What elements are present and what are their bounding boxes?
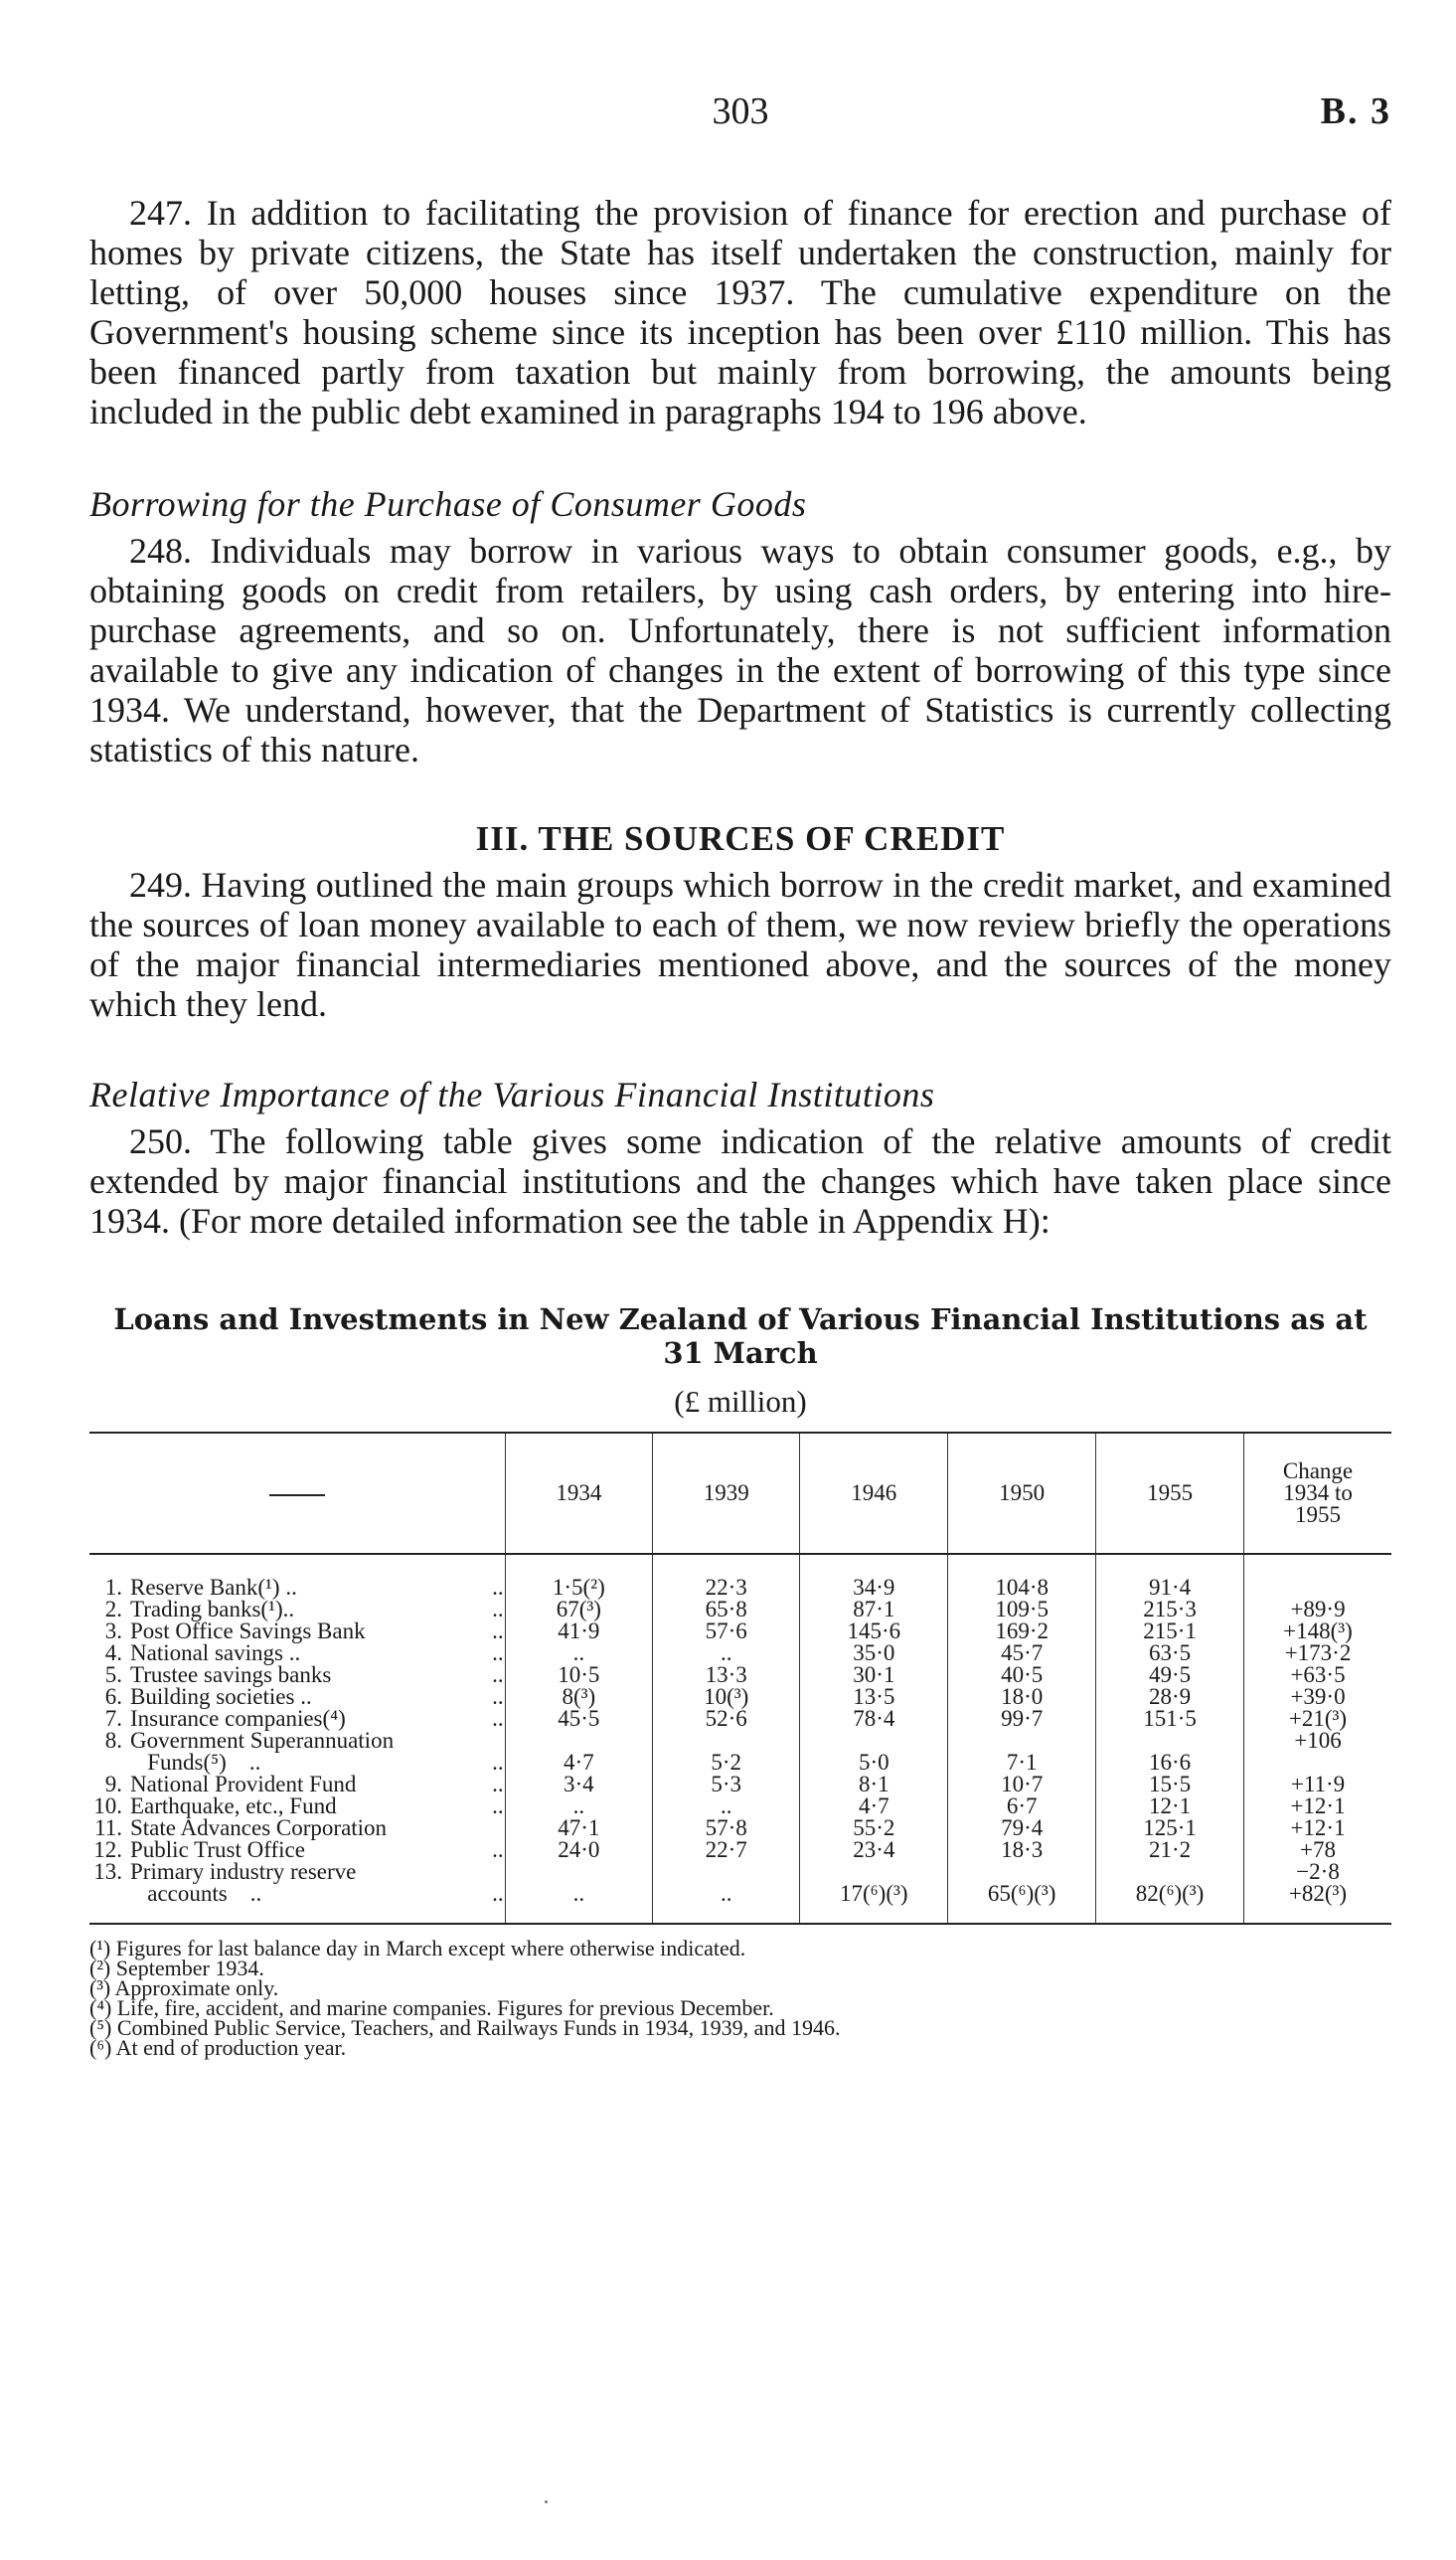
column-1950 <box>948 1554 1096 1924</box>
table-title-line1: Loans and Investments in New Zealand of Various Financial Institutions as at <box>113 1302 1368 1336</box>
footnote: (⁵) Combined Public Service, Teachers, and Railways Funds in 1934, 1939, and 1946. <box>89 2015 841 2040</box>
table-cell-v1955: 28·9 <box>1148 1684 1192 1709</box>
document-reference: B. 3 <box>1320 90 1391 132</box>
table-title <box>89 1302 1391 1370</box>
institution-name: State Advances Corporation <box>130 1815 388 1840</box>
table-header-row <box>89 1433 1391 1554</box>
table-cell-v1955: 15·5 <box>1148 1772 1192 1796</box>
table-cell-v1950: 45·7 <box>1001 1640 1044 1665</box>
leader-dots: .. <box>492 1597 504 1621</box>
table-cell-v1934: 45·5 <box>558 1706 600 1731</box>
table-cell-v1950: 99·7 <box>1001 1706 1044 1731</box>
institution-label <box>90 1774 504 1795</box>
table-cell-v1934 <box>507 1861 651 1883</box>
table-cell-v1950: 6·7 <box>1006 1793 1038 1818</box>
table-cell-v1934: .. <box>572 1793 585 1818</box>
scan-speck <box>545 2500 548 2503</box>
institution-number: 12. <box>93 1837 122 1862</box>
table-footnotes <box>89 1936 1391 2060</box>
table-cell-change <box>1245 1577 1390 1599</box>
header-1950: 1950 <box>948 1433 1096 1554</box>
leader-dots: .. <box>492 1662 504 1687</box>
table-cell-v1955: 82(⁶)(³) <box>1135 1881 1205 1906</box>
header-change-line3: 1955 <box>1295 1502 1341 1527</box>
table-cell-change: +39·0 <box>1290 1684 1346 1709</box>
header-label-column <box>89 1433 505 1554</box>
table-cell-change: +63·5 <box>1290 1662 1346 1687</box>
heading-consumer-goods: Borrowing for the Purchase of Consumer Goods <box>89 484 807 524</box>
leader-dots: .. <box>492 1750 504 1775</box>
institution-name: Trustee savings banks <box>130 1662 332 1687</box>
table-cell-v1950: 7·1 <box>1006 1750 1038 1775</box>
footnote: (⁶) At end of production year. <box>89 2035 347 2060</box>
table-cell-v1946: 4·7 <box>858 1793 890 1818</box>
institution-label <box>90 1621 504 1642</box>
institution-label <box>90 1839 504 1861</box>
table-cell-v1955: 215·3 <box>1143 1597 1197 1621</box>
institution-label <box>90 1730 504 1752</box>
table-cell-v1934: 1·5(²) <box>552 1575 605 1600</box>
table-cell-change: +12·1 <box>1290 1815 1346 1840</box>
page-header <box>89 80 1391 139</box>
institution-number <box>90 1752 130 1774</box>
table-cell-v1934: 67(³) <box>556 1597 601 1621</box>
table-cell-v1950: 104·8 <box>995 1575 1050 1600</box>
table-cell-v1955: 125·1 <box>1143 1815 1197 1840</box>
table-cell-v1939 <box>654 1730 798 1752</box>
table-cell-v1955 <box>1097 1861 1242 1883</box>
table-cell-v1934: 41·9 <box>558 1619 600 1643</box>
institution-name: accounts .. <box>130 1881 262 1906</box>
leader-dots: .. <box>492 1575 504 1600</box>
institution-name: Post Office Savings Bank <box>130 1619 366 1643</box>
table-cell-v1934: .. <box>572 1881 585 1906</box>
table-cell-change: +11·9 <box>1290 1772 1346 1796</box>
table-cell-v1934: .. <box>572 1640 585 1665</box>
table-cell-v1939 <box>654 1861 798 1883</box>
table-cell-v1934: 10·5 <box>558 1662 600 1687</box>
leader-dots: .. <box>492 1881 504 1906</box>
paragraph-247: 247. In addition to facilitating the provision of finance for erection and purchase of homes by private citizens, the State has itself undertaken the construction, mainly for letting, of over 50,000 houses since 1937. The cumulative expenditure on the Government's housing scheme since its inception has been over £110 million. This has been financed partly from taxation but mainly from borrowing, the amounts being included in the public debt examined in paragraphs 194 to 196 above. <box>89 193 1391 431</box>
institution-name: National savings .. <box>130 1640 301 1665</box>
footnote: (⁴) Life, fire, accident, and marine companies. Figures for previous December. <box>89 1995 774 2020</box>
table-cell-v1946: 87·1 <box>853 1597 895 1621</box>
institution-label <box>90 1642 504 1664</box>
paragraph-248: 248. Individuals may borrow in various ways to obtain consumer goods, e.g., by obtaining goods on credit from retailers, by using cash orders, by entering into hire-purchase agreements, and so on. Unfortunately, there is not sufficient information available to give any indication of changes in the extent of borrowing of this type since 1934. We understand, however, that the Department of Statistics is currently collecting statistics of this nature. <box>89 531 1391 769</box>
paragraph-249: 249. Having outlined the main groups which borrow in the credit market, and examined the sources of loan money available to each of them, we now review briefly the operations of the major financial intermediaries mentioned above, and the sources of the money which they lend. <box>89 865 1391 1024</box>
header-1939: 1939 <box>653 1433 800 1554</box>
column-1939 <box>653 1554 800 1924</box>
institution-number: 8. <box>104 1728 122 1753</box>
table-unit: (£ million) <box>674 1384 807 1419</box>
table-cell-v1934: 47·1 <box>558 1815 600 1840</box>
table-cell-v1955 <box>1097 1730 1242 1752</box>
institution-label <box>90 1795 504 1817</box>
institution-label <box>90 1752 504 1774</box>
institution-number: 10. <box>93 1793 122 1818</box>
page <box>89 80 1391 2058</box>
table-cell-v1939: .. <box>720 1640 732 1665</box>
table-cell-v1955: 91·4 <box>1148 1575 1192 1600</box>
table-cell-change: +106 <box>1294 1728 1342 1753</box>
institution-number: 4. <box>104 1640 122 1665</box>
institution-label <box>90 1664 504 1686</box>
table-cell-change: +12·1 <box>1290 1793 1346 1818</box>
footnote: (¹) Figures for last balance day in March except where otherwise indicated. <box>89 1936 746 1961</box>
heading-sources-of-credit: III. THE SOURCES OF CREDIT <box>475 819 1006 858</box>
table-cell-v1950: 40·5 <box>1001 1662 1044 1687</box>
header-change-line2: 1934 to <box>1283 1480 1353 1505</box>
table-cell-v1950 <box>949 1861 1094 1883</box>
institution-name: Trading banks(¹).. <box>130 1597 295 1621</box>
institution-name: Building societies .. <box>130 1684 312 1709</box>
table-cell-v1950: 109·5 <box>995 1597 1050 1621</box>
table-cell-v1934 <box>507 1730 651 1752</box>
institution-name: Insurance companies(⁴) <box>130 1706 346 1731</box>
table-cell-v1950: 10·7 <box>1001 1772 1044 1796</box>
table-cell-v1955: 215·1 <box>1143 1619 1197 1643</box>
table-cell-v1939: 57·8 <box>705 1815 747 1840</box>
table-cell-v1955: 16·6 <box>1148 1750 1192 1775</box>
table-cell-v1934: 3·4 <box>563 1772 594 1796</box>
header-1946: 1946 <box>800 1433 948 1554</box>
table-body-row <box>89 1554 1391 1924</box>
leader-dots <box>482 1861 504 1883</box>
institution-name: Earthquake, etc., Fund <box>130 1793 337 1818</box>
institution-number: 11. <box>94 1815 122 1840</box>
institution-name: Reserve Bank(¹) .. <box>130 1575 297 1600</box>
leader-dots: .. <box>492 1706 504 1731</box>
institution-label <box>90 1817 504 1839</box>
institution-name: Government Superannuation <box>130 1728 395 1753</box>
table-cell-v1939: 22·3 <box>705 1575 747 1600</box>
institution-label <box>90 1861 504 1883</box>
footnote: (²) September 1934. <box>89 1956 264 1980</box>
table-cell-v1955: 21·2 <box>1148 1837 1192 1862</box>
institution-number <box>90 1883 130 1905</box>
institution-name: National Provident Fund <box>130 1772 357 1796</box>
header-1934: 1934 <box>505 1433 652 1554</box>
table-cell-v1955: 12·1 <box>1148 1793 1192 1818</box>
leader-dots: .. <box>492 1684 504 1709</box>
table-cell-change: +82(³) <box>1288 1881 1348 1906</box>
table-cell-v1946: 78·4 <box>853 1706 895 1731</box>
institution-label <box>90 1883 504 1905</box>
table-cell-v1946: 35·0 <box>853 1640 895 1665</box>
institution-column <box>89 1554 505 1924</box>
table-cell-v1950: 18·0 <box>1001 1684 1044 1709</box>
table-cell-v1955: 49·5 <box>1148 1662 1192 1687</box>
column-1946 <box>800 1554 948 1924</box>
table-cell-v1946: 17(⁶)(³) <box>840 1881 908 1906</box>
table-cell-change: +89·9 <box>1290 1597 1346 1621</box>
column-change <box>1244 1554 1391 1924</box>
leader-dots: .. <box>492 1640 504 1665</box>
institution-name: Primary industry reserve <box>130 1859 357 1884</box>
table-cell-v1946: 55·2 <box>853 1815 895 1840</box>
table-cell-v1946: 23·4 <box>853 1837 895 1862</box>
table-cell-v1939: 5·3 <box>711 1772 742 1796</box>
table-cell-v1946: 5·0 <box>858 1750 890 1775</box>
paragraph-250: 250. The following table gives some indication of the relative amounts of credit extended by major financial institutions and the changes which have taken place since 1934. (For more detailed information see the table in Appendix H): <box>89 1121 1391 1241</box>
institution-number: 2. <box>104 1597 122 1621</box>
table-cell-change: +173·2 <box>1284 1640 1352 1665</box>
table-cell-change: +78 <box>1300 1837 1336 1862</box>
institution-number: 7. <box>104 1706 122 1731</box>
table-cell-v1950 <box>949 1730 1094 1752</box>
institution-label <box>90 1686 504 1708</box>
table-cell-change: −2·8 <box>1296 1859 1340 1884</box>
table-cell-v1939: .. <box>720 1793 732 1818</box>
loans-table <box>89 1432 1391 1925</box>
table-cell-v1950: 169·2 <box>995 1619 1050 1643</box>
institution-number: 13. <box>93 1859 122 1884</box>
leader-dots: .. <box>492 1772 504 1796</box>
leader-dots: .. <box>492 1837 504 1862</box>
footnote: (³) Approximate only. <box>89 1975 279 2000</box>
table-cell-v1955: 151·5 <box>1143 1706 1197 1731</box>
table-cell-v1946: 8·1 <box>858 1772 890 1796</box>
institution-number: 1. <box>104 1575 122 1600</box>
table-cell-v1950: 65(⁶)(³) <box>987 1881 1056 1906</box>
table-cell-v1955: 63·5 <box>1148 1640 1192 1665</box>
table-cell-v1946 <box>801 1730 946 1752</box>
table-cell-change: +21(³) <box>1288 1706 1348 1731</box>
institution-number: 3. <box>104 1619 122 1643</box>
table-cell-v1950: 79·4 <box>1001 1815 1044 1840</box>
institution-number: 9. <box>104 1772 122 1796</box>
table-cell-v1946: 30·1 <box>853 1662 895 1687</box>
page-number: 303 <box>712 90 769 132</box>
column-1934 <box>505 1554 652 1924</box>
table-cell-v1946: 34·9 <box>853 1575 895 1600</box>
table-cell-v1939: 65·8 <box>705 1597 747 1621</box>
leader-dots <box>482 1730 504 1752</box>
header-dash <box>269 1494 325 1496</box>
table-cell-v1939: 13·3 <box>705 1662 747 1687</box>
table-cell-v1950: 18·3 <box>1001 1837 1044 1862</box>
leader-dots: .. <box>492 1793 504 1818</box>
table-cell-change: +148(³) <box>1283 1619 1353 1643</box>
leader-dots: .. <box>492 1619 504 1643</box>
table-title-line2: 31 March <box>663 1336 818 1370</box>
table-cell-v1939: 52·6 <box>705 1706 747 1731</box>
table-cell-v1946: 145·6 <box>847 1619 901 1643</box>
table-cell-v1939: .. <box>720 1881 732 1906</box>
header-1955: 1955 <box>1096 1433 1244 1554</box>
table-cell-v1934: 24·0 <box>558 1837 600 1862</box>
header-change <box>1244 1433 1391 1554</box>
institution-number: 5. <box>104 1662 122 1687</box>
table-cell-v1934: 4·7 <box>563 1750 594 1775</box>
institution-name: Funds(⁵) .. <box>130 1750 261 1775</box>
institution-label <box>90 1708 504 1730</box>
column-1955 <box>1096 1554 1244 1924</box>
table-cell-v1939: 22·7 <box>705 1837 747 1862</box>
table-cell-v1939: 5·2 <box>711 1750 742 1775</box>
institution-label <box>90 1599 504 1621</box>
header-change-line1: Change <box>1282 1458 1354 1483</box>
institution-number: 6. <box>104 1684 122 1709</box>
leader-dots <box>482 1817 504 1839</box>
table-cell-v1939: 10(³) <box>704 1684 749 1709</box>
table-cell-v1946 <box>801 1861 946 1883</box>
table-cell-change <box>1245 1752 1390 1774</box>
table-cell-v1946: 13·5 <box>853 1684 895 1709</box>
heading-relative-importance: Relative Importance of the Various Financial Institutions <box>89 1075 935 1114</box>
institution-label <box>90 1577 504 1599</box>
table-cell-v1939: 57·6 <box>705 1619 747 1643</box>
table-cell-v1934: 8(³) <box>562 1684 596 1709</box>
institution-name: Public Trust Office <box>130 1837 305 1862</box>
